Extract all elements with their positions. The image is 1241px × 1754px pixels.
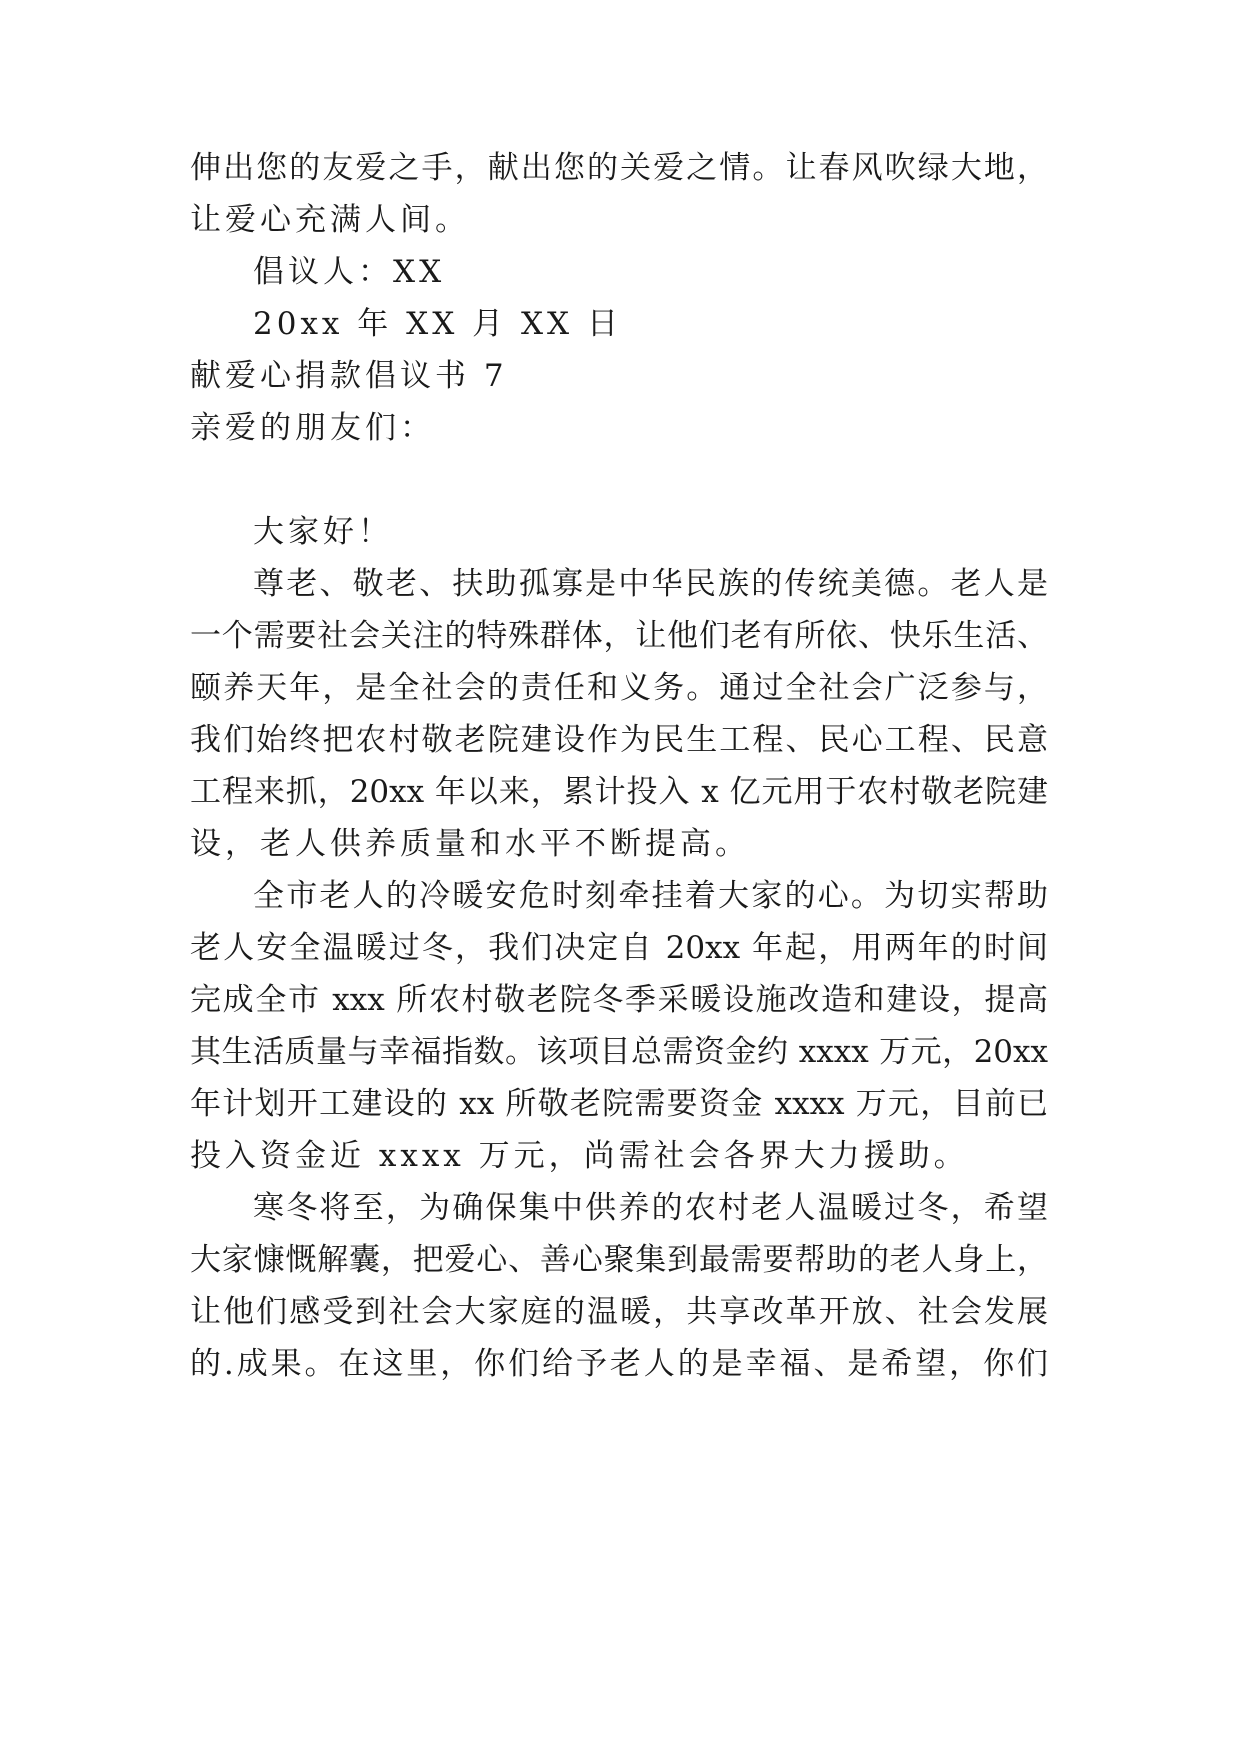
paragraph-line: 我们始终把农村敬老院建设作为民生工程、民心工程、民意: [190, 722, 1048, 758]
paragraph-line: 寒冬将至，为确保集中供养的农村老人温暖过冬，希望: [253, 1190, 1048, 1226]
proposer-line: 倡议人：XX: [253, 254, 446, 290]
section-title: 献爱心捐款倡议书 7: [190, 358, 508, 394]
closing-line-2: 让爱心充满人间。: [190, 202, 470, 238]
date-line: 20xx 年 XX 月 XX 日: [253, 306, 622, 342]
closing-line-1: 伸出您的友爱之手，献出您的关爱之情。让春风吹绿大地，: [190, 150, 1048, 186]
paragraph-line: 年计划开工建设的 xx 所敬老院需要资金 xxxx 万元，目前已: [190, 1086, 1048, 1122]
paragraph-line: 大家慷慨解囊，把爱心、善心聚集到最需要帮助的老人身上，: [190, 1242, 1048, 1278]
paragraph-line: 尊老、敬老、扶助孤寡是中华民族的传统美德。老人是: [253, 566, 1048, 602]
paragraph-line: 完成全市 xxx 所农村敬老院冬季采暖设施改造和建设，提高: [190, 982, 1048, 1018]
paragraph-line: 全市老人的冷暖安危时刻牵挂着大家的心。为切实帮助: [253, 878, 1048, 914]
paragraph-line: 老人安全温暖过冬，我们决定自 20xx 年起，用两年的时间: [190, 930, 1048, 966]
paragraph-line: 其生活质量与幸福指数。该项目总需资金约 xxxx 万元，20xx: [190, 1034, 1048, 1070]
paragraph-line: 投入资金近 xxxx 万元，尚需社会各界大力援助。: [190, 1138, 969, 1174]
paragraph-line: 的.成果。在这里，你们给予老人的是幸福、是希望，你们: [190, 1346, 1048, 1382]
paragraph-line: 一个需要社会关注的特殊群体，让他们老有所依、快乐生活、: [190, 618, 1048, 654]
paragraph-line: 让他们感受到社会大家庭的温暖，共享改革开放、社会发展: [190, 1294, 1048, 1330]
salutation: 亲爱的朋友们：: [190, 410, 435, 446]
paragraph-line: 颐养天年，是全社会的责任和义务。通过全社会广泛参与，: [190, 670, 1048, 706]
greeting: 大家好！: [253, 514, 393, 550]
paragraph-line: 工程来抓，20xx 年以来，累计投入 x 亿元用于农村敬老院建: [190, 774, 1048, 810]
paragraph-line: 设，老人供养质量和水平不断提高。: [190, 826, 750, 862]
